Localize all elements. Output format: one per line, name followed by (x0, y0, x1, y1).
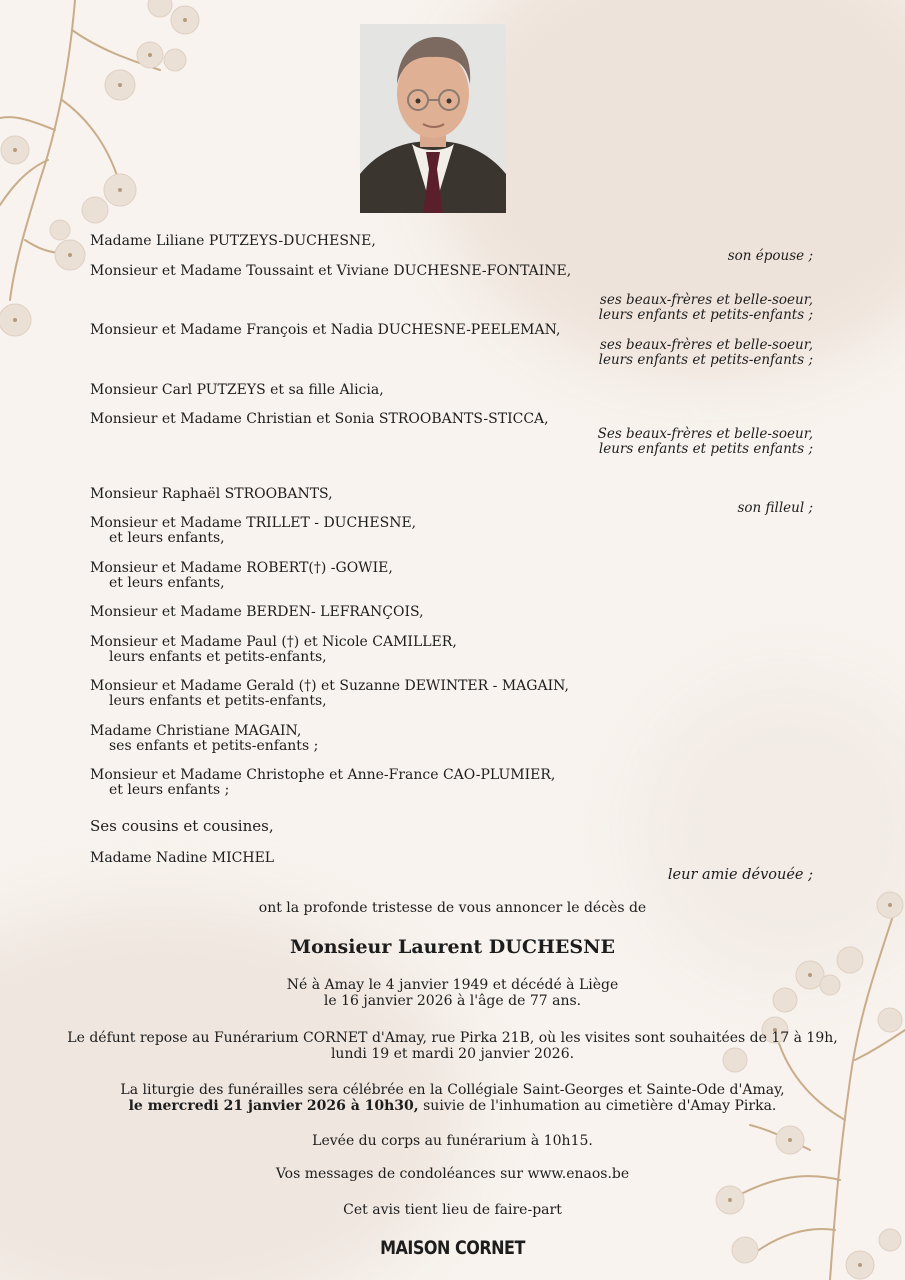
repose-info: Le défunt repose au Funérarium CORNET d'Amay, rue Pirka 21B, où les visites sont souhaitées de 17 à 19h, lundi 19 et mardi 20 janvier 2026. (67, 1030, 838, 1062)
announcement-text: ont la profonde tristesse de vous annoncer le décès de (258, 900, 647, 916)
family-member: Madame Liliane PUTZEYS-DUCHESNE, (90, 233, 376, 249)
relation-label: Ses beaux-frères et belle-soeur, leurs enfants et petits enfants ; (597, 426, 813, 457)
family-member: Madame Nadine MICHEL (90, 850, 275, 866)
birth-death-info: Né à Amay le 4 janvier 1949 et décédé à Liège le 16 janvier 2026 à l'âge de 77 ans. (286, 977, 619, 1009)
notice-text: Cet avis tient lieu de faire-part (343, 1202, 562, 1218)
family-member: Monsieur et Madame ROBERT(†) -GOWIE, et leurs enfants, (90, 560, 393, 591)
family-member: Ses cousins et cousines, (90, 817, 274, 835)
family-member: Madame Christiane MAGAIN, ses enfants et petits-enfants ; (90, 723, 319, 754)
liturgy-date: le mercredi 21 janvier 2026 à 10h30, (128, 1098, 419, 1114)
family-member: Monsieur et Madame Gerald (†) et Suzanne DEWINTER - MAGAIN, leurs enfants et petits-enfants, (90, 678, 569, 709)
family-member: Monsieur et Madame Christian et Sonia STROOBANTS-STICCA, (90, 411, 549, 427)
family-member: Monsieur et Madame Toussaint et Viviane DUCHESNE-FONTAINE, (90, 263, 572, 279)
family-member: Monsieur et Madame François et Nadia DUCHESNE-PEELEMAN, (90, 322, 561, 338)
portrait-photo (360, 24, 506, 213)
family-member: Monsieur et Madame TRILLET - DUCHESNE, et leurs enfants, (90, 515, 417, 546)
family-member: Monsieur et Madame BERDEN- LEFRANÇOIS, (90, 604, 424, 620)
relation-label: son filleul ; (737, 500, 813, 516)
floral-branch-icon (0, 0, 210, 340)
relation-label: ses beaux-frères et belle-soeur, leurs enfants et petits-enfants ; (598, 337, 813, 368)
family-member: Monsieur et Madame Christophe et Anne-France CAO-PLUMIER, et leurs enfants ; (90, 767, 556, 798)
relation-label: leur amie dévouée ; (667, 867, 813, 883)
relation-label: ses beaux-frères et belle-soeur, leurs enfants et petits-enfants ; (598, 292, 813, 323)
levee-info: Levée du corps au funérarium à 10h15. (312, 1133, 593, 1149)
family-member: Monsieur et Madame Paul (†) et Nicole CAMILLER, leurs enfants et petits-enfants, (90, 634, 457, 665)
liturgy-info: La liturgie des funérailles sera célébrée en la Collégiale Saint-Georges et Sainte-Ode d'Amay, le mercredi 21 janvier 2026 à 10h30, suivie de l'inhumation au cimetière d'Amay Pirka. (120, 1082, 785, 1114)
relation-label: son épouse ; (727, 248, 813, 264)
brand-logo: MAISON CORNET (380, 1236, 525, 1259)
family-member: Monsieur Carl PUTZEYS et sa fille Alicia, (90, 382, 384, 398)
family-member: Monsieur Raphaël STROOBANTS, (90, 486, 333, 502)
deceased-name: Monsieur Laurent DUCHESNE (290, 936, 615, 958)
condolences-info: Vos messages de condoléances sur www.enaos.be (275, 1166, 630, 1182)
